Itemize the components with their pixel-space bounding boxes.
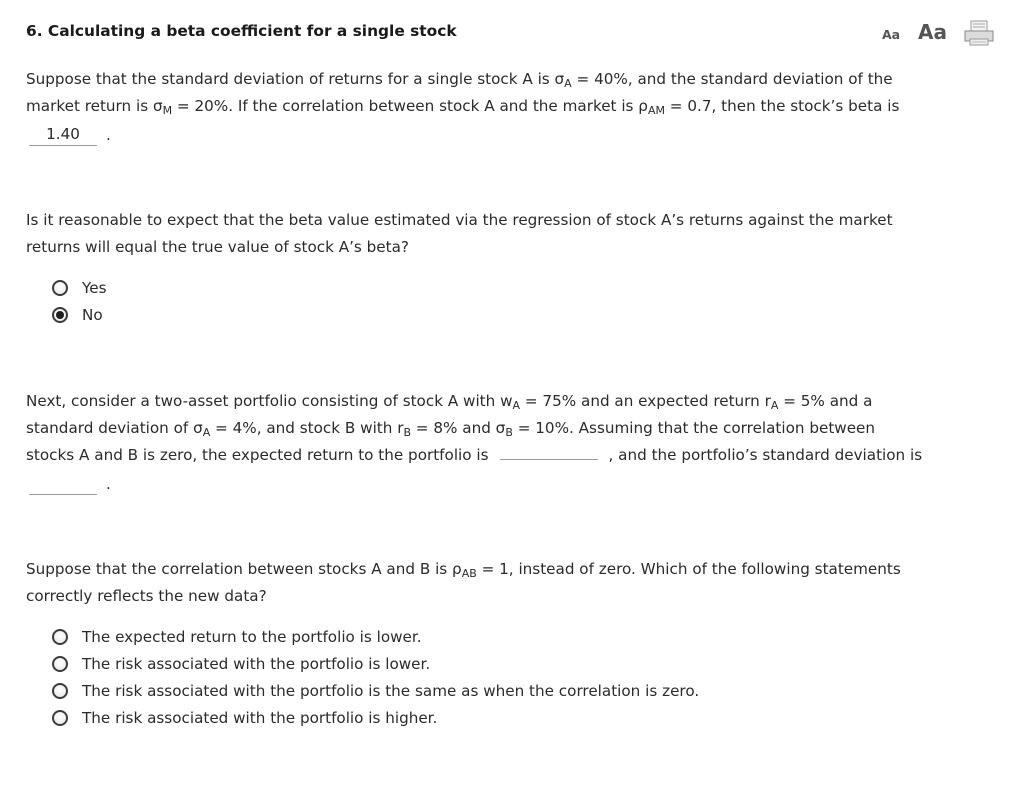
- option-label-return-lower: The expected return to the portfolio is lower.: [82, 628, 422, 646]
- radio-option-risk-same[interactable]: [52, 680, 699, 702]
- regression-question-line-2: returns will equal the true value of stock A’s beta?: [26, 238, 409, 256]
- option-label-yes: Yes: [82, 279, 107, 297]
- beta-question-line-1: Suppose that the standard deviation of returns for a single stock A is $\sigma_A = 40\%$, and the standard deviation of the: [26, 70, 893, 90]
- radio-option-return-lower[interactable]: [52, 626, 422, 648]
- regression-question-text: [26, 207, 996, 261]
- question-title: 6. Calculating a beta coefficient for a single stock: [26, 22, 457, 40]
- increase-font-button[interactable]: Aa: [918, 20, 947, 44]
- correlation-question-line-2: correctly reflects the new data?: [26, 587, 267, 605]
- correlation-question-text: [26, 556, 996, 610]
- printer-icon[interactable]: [964, 20, 994, 46]
- radio-button-risk-lower[interactable]: [52, 656, 68, 672]
- radio-button-risk-same[interactable]: [52, 683, 68, 699]
- correlation-question-line-1: Suppose that the correlation between stocks A and B is $\rho_{AB} = 1$, instead of zero. Which of the following statements: [26, 560, 901, 580]
- radio-button-no[interactable]: [52, 307, 68, 323]
- portfolio-std-dev-field[interactable]: [29, 472, 97, 495]
- option-label-no: No: [82, 306, 103, 324]
- option-label-risk-lower: The risk associated with the portfolio is lower.: [82, 655, 431, 673]
- beta-question-line-2: market return is $\sigma_M = 20\%$. If the correlation between stock A and the market is $\rho_{AM} = 0.7$, then the stock’s beta is: [26, 97, 900, 117]
- radio-option-risk-lower[interactable]: [52, 653, 430, 675]
- portfolio-question-line-2: standard deviation of $\sigma_A = 4\%$, and stock B with $r_B = 8\%$ and $\sigma_B = 10\%$. Assuming that the correlation between: [26, 419, 876, 439]
- portfolio-question-line-3: stocks A and B is zero, the expected return to the portfolio is , and the portfolio’s standard deviation is: [26, 446, 923, 464]
- beta-question-text: [26, 66, 996, 120]
- beta-answer-period: .: [106, 126, 111, 144]
- radio-option-yes[interactable]: [52, 277, 107, 299]
- radio-button-return-lower[interactable]: [52, 629, 68, 645]
- expected-return-field[interactable]: [500, 459, 598, 460]
- radio-button-risk-higher[interactable]: [52, 710, 68, 726]
- option-label-risk-higher: The risk associated with the portfolio is higher.: [82, 709, 438, 727]
- option-label-risk-same: The risk associated with the portfolio is the same as when the correlation is zero.: [82, 682, 700, 700]
- radio-button-yes[interactable]: [52, 280, 68, 296]
- portfolio-question-text: [26, 388, 996, 469]
- decrease-font-button[interactable]: Aa: [882, 27, 901, 42]
- radio-option-no[interactable]: [52, 304, 103, 326]
- radio-option-risk-higher[interactable]: [52, 707, 437, 729]
- beta-answer-field[interactable]: 1.40: [29, 123, 97, 146]
- std-dev-period: .: [106, 475, 111, 493]
- regression-question-line-1: Is it reasonable to expect that the beta value estimated via the regression of stock A’s returns against the market: [26, 211, 893, 229]
- portfolio-question-line-1: Next, consider a two-asset portfolio consisting of stock A with $w_A = 75\%$ and an expected return $r_A = 5\%$ and a: [26, 392, 873, 412]
